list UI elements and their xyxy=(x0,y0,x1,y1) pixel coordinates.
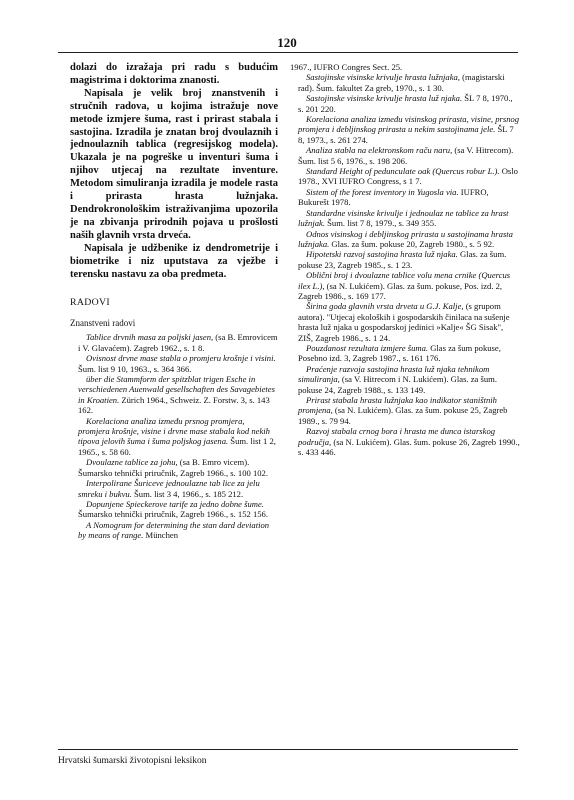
bibliography-entry: Širina goda glavnih vrsta drveta u G.J. Kalje, (s grupom autora). "Utjecaj ekoloških i gospodarskih činilaca na sušenje hrasta luž njaka u gospodarskoj jedinici »Kalje« ŠG Sisak", ZIŠ, Zagreb 1986., s. 1 24. xyxy=(298,301,510,343)
bibliography-entry: Hipotetski razvoj sastojina hrasta luž njaka. Glas. za šum. pokuse 23, Zagreb 1985., s. 1 23. xyxy=(298,249,507,270)
footer-text: Hrvatski šumarski životopisni leksikon xyxy=(58,756,207,766)
bibliography-entry: Dopunjene Spieckerove tarife za jedno dobne šume. Šumarsko tehnički priručnik, Zagreb 1966., s. 152 156. xyxy=(78,498,268,520)
bibliography-entry: Prirast stabala hrasta lužnjaka kao indikator staništnih promjena, (sa N. Lukićem). Glas. za šum. pokuse 25, Zagreb 1989., s. 79 94. xyxy=(298,395,508,426)
page-number: 120 xyxy=(277,35,297,50)
left-column xyxy=(70,62,278,541)
bibliography-entry: Standardne visinske krivulje i jednoulaz ne tablice za hrast lužnjak. Šum. list 7 8, 1979., s. 349 355. xyxy=(298,207,509,229)
bibliography-entry: Praćenje razvoja sastojina hrasta luž njaka tehnikom simuliranja, (sa V. Hitrecom i N. Lukićem). Glas. za šum. pokuse 24, Zagreb 1988., s. 133 149. xyxy=(298,363,497,395)
bibliography-entry: Ovisnost drvne mase stabla o promjeru krošnje i visini. Šum. list 9 10, 1963., s. 364 366. xyxy=(78,353,276,374)
header-rule xyxy=(58,52,518,53)
intro-paragraph: dolazi do izražaja pri radu s budućim magistrima i doktorima znanosti. xyxy=(70,62,278,86)
bibliography-entry: über die Stammform der spitzblat trigen Esche in verschiedenen Auenwald gesellschaften des Savagebietes in Kroatien. Zürich 1964., Schweiz. Z. Forstw. 3, s. 143 162. xyxy=(78,374,275,416)
bibliography-entry: Standard Height of pedunculate oak (Quercus robur L.). Oslo 1978., XVI IUFRO Congress, s 1 7. xyxy=(298,166,518,187)
bibliography-entry: Dvoulazne tablice za johu, (sa B. Emro vicem). Šumarsko tehnički priručnik, Zagreb 1966., s. 100 102. xyxy=(78,457,268,478)
section-heading: RADOVI xyxy=(70,297,110,309)
biography-text xyxy=(70,62,278,281)
intro-paragraph: Napisala je udžbenike iz dendrometrije i biometrike i niz uputstava za vježbe i terensku nastavu za oba predmeta. xyxy=(70,242,278,280)
bibliography-entry: Oblični broj i dvoulazne tablice volu mena crnike (Quercus ilex L.), (sa N. Lukićem). Glas. za šum. pokuse, Pos. izd. 2, Zagreb 1986., s. 169 177. xyxy=(298,270,511,301)
right-column xyxy=(290,62,520,457)
bibliography-entry: Pouzdanost rezultata izmjere šuma. Glas za šum pokuse, Posebno izd. 3, Zagreb 1987., s. 161 176. xyxy=(298,342,501,364)
footer-rule xyxy=(58,749,518,750)
bibliography-entry: Analiza stabla na elektronskom raču naru, (sa V. Hitrecom). Šum. list 5 6, 1976., s. 198 206. xyxy=(298,145,514,166)
bibliography-entry: Korelaciona analiza između visinskog prirasta, visine, prsnog promjera i debljinskog prirasta u nekim sastojinama jele. ŠL 7 8, 1973., s. 261 274. xyxy=(298,114,520,145)
subsection-heading: Znanstveni radovi xyxy=(70,318,136,329)
bibliography-entry: Korelaciona analiza između prsnog promjera, promjera krošnje, visine i drvne mase stabala kod nekih tipova jelovih šuma i šuma poljskog jasena. Šum. list 1 2, 1965., s. 58 60. xyxy=(78,415,276,457)
bibliography-entry: A Nomogram for determining the stan dard deviation by means of range. München xyxy=(78,519,270,541)
intro-paragraph: Napisala je velik broj znanstvenih i stručnih radova, u kojima istražuje nove metode izmjere šuma, rast i prirast stabala i sastojina. Izradila je znatan broj dvoulaznih i jednoulaznih tablica (regresijskog modela). Ukazala je na pogreške u inventuri šuma i njihov utjecaj na rezultate inventure. Metodom simuliranja izradila je modele rasta i prirasta hrasta lužnjaka. Dendrokronološkim istraživanjima upozorila je na zbivanja prirodnih pojava u prošlosti naših glavnih vrsta drveća. xyxy=(70,87,278,241)
bibliography-entry: Razvoj stabala crnog bora i hrasta me dunca istarskog područja, (sa N. Lukićem). Glas. šum. pokuse 26, Zagreb 1990., s. 433 446. xyxy=(298,426,520,458)
bibliography-entry: Sastojinske visinske krivulje hrasta luž njaka. ŠL 7 8, 1970., s. 201 220. xyxy=(298,93,513,114)
bibliography-entry: Odnos visinskog i debljinskog prirasta u sastojinama hrasta lužnjaka. Glas. za šum. pokuse 20, Zagreb 1980., s. 5 92. xyxy=(298,228,513,249)
bibliography-entry: Sistem of the forest inventory in Yugosla via. IUFRO, Bukurešt 1978. xyxy=(298,186,489,208)
bibliography-left xyxy=(70,332,278,540)
bibliography-right xyxy=(290,62,520,457)
bibliography-entry: Tablice drvnih masa za poljski jasen, (sa B. Emrovicem i V. Glavaćem). Zagreb 1962., s. 1 8. xyxy=(78,332,278,353)
bibliography-continuation: 1967., IUFRO Congres Sect. 25. xyxy=(290,62,403,72)
bibliography-entry: Sastojinske visinske krivulje hrasta lužnjaka, (magistarski rad). Šum. fakultet Za greb, 1970., s. 1 30. xyxy=(298,72,505,93)
bibliography-entry: Interpolirane Šuriceve jednoulazne tab lice za jelu smreku i bukvu. Šum. list 3 4, 1966., s. 185 212. xyxy=(78,478,260,499)
